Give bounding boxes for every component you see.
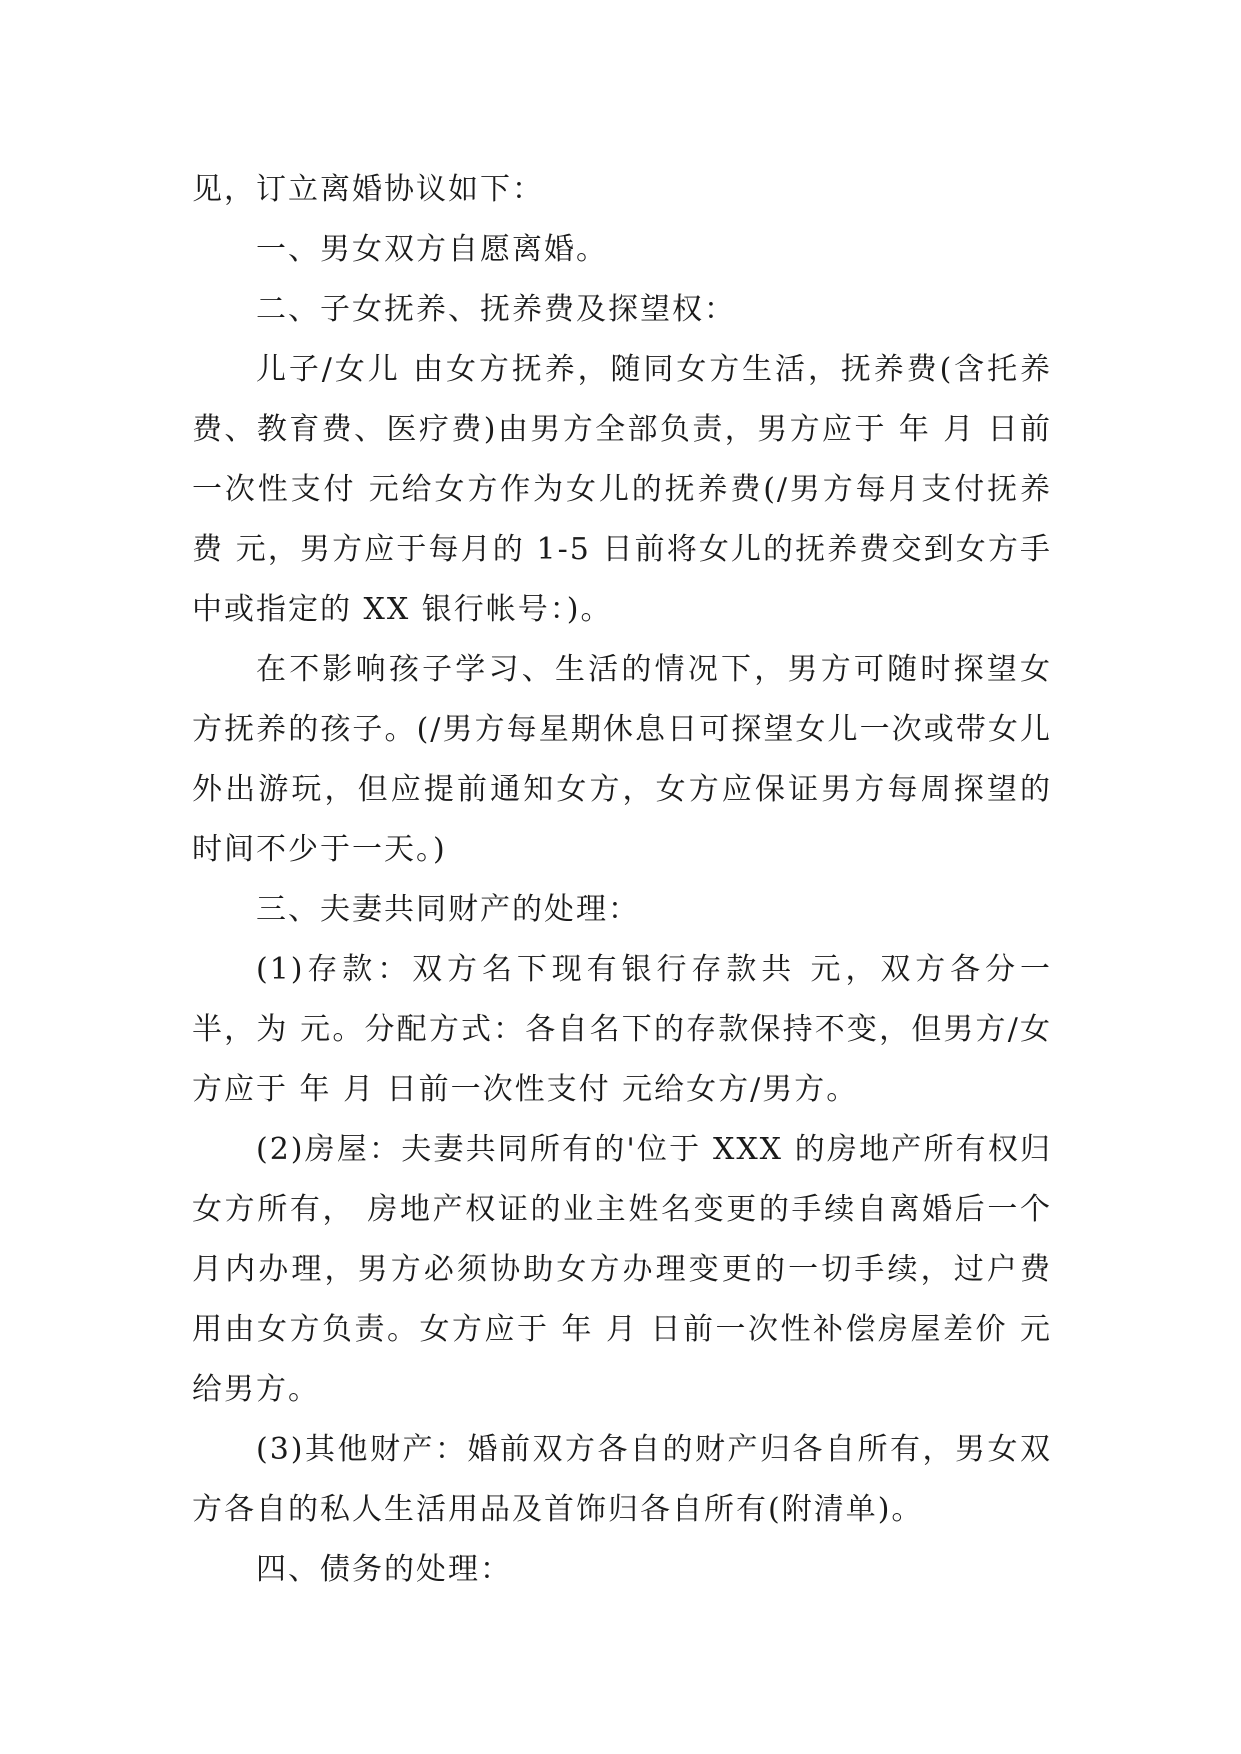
paragraph: 儿子/女儿 由女方抚养，随同女方生活，抚养费(含托养费、教育费、医疗费)由男方全部负责，男方应于 年 月 日前一次性支付 元给女方作为女儿的抚养费(/男方每月支付抚养费 元，男方应于每月的 1-5 日前将女儿的抚养费交到女方手中或指定的 XX 银行帐号：)。 xyxy=(192,352,1052,627)
paragraph: 一、男女双方自愿离婚。 xyxy=(256,232,608,267)
paragraph: 三、夫妻共同财产的处理： xyxy=(256,892,640,927)
document-body xyxy=(192,160,1052,1600)
paragraph: (3)其他财产：婚前双方各自的财产归各自所有，男女双方各自的私人生活用品及首饰归各自所有(附清单)。 xyxy=(192,1432,1052,1527)
paragraph: 二、子女抚养、抚养费及探望权： xyxy=(256,292,736,327)
paragraph: 见，订立离婚协议如下： xyxy=(192,172,544,207)
paragraph: (1)存款：双方名下现有银行存款共 元，双方各分一半，为 元。分配方式：各自名下的存款保持不变，但男方/女方应于 年 月 日前一次性支付 元给女方/男方。 xyxy=(192,952,1052,1107)
paragraph: (2)房屋：夫妻共同所有的'位于 XXX 的房地产所有权归女方所有， 房地产权证的业主姓名变更的手续自离婚后一个月内办理，男方必须协助女方办理变更的一切手续，过户费用由女方负责。女方应于 年 月 日前一次性补偿房屋差价 元给男方。 xyxy=(192,1132,1052,1407)
paragraph: 四、债务的处理： xyxy=(256,1552,512,1587)
paragraph: 在不影响孩子学习、生活的情况下，男方可随时探望女方抚养的孩子。(/男方每星期休息日可探望女儿一次或带女儿外出游玩，但应提前通知女方，女方应保证男方每周探望的时间不少于一天。) xyxy=(192,652,1052,867)
